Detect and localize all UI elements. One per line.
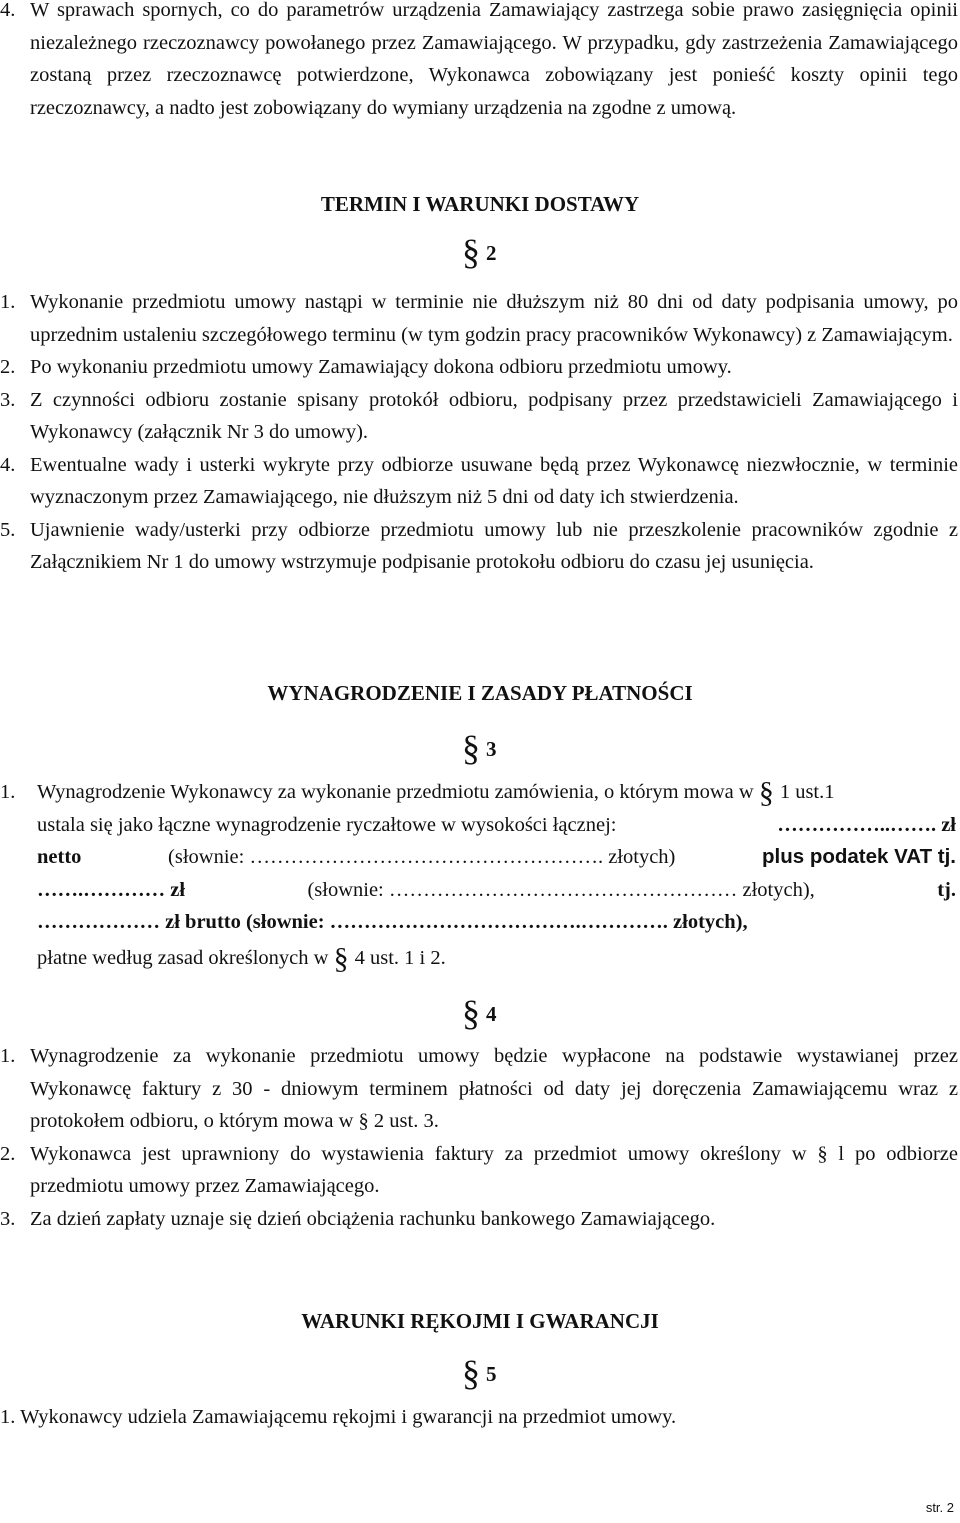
paragraph-number-3: § 3 — [462, 728, 497, 768]
section-invoice-items — [0, 1040, 958, 1235]
section-warranty-items — [0, 1401, 958, 1434]
list-item: 2. Wykonawca jest uprawniony do wystawienia faktury za przedmiot umowy określony w § l po odbiorze przedmiotu umowy przez Zamawiającego. — [0, 1142, 958, 1197]
list-item: 3. Za dzień zapłaty uznaje się dzień obciążenia rachunku bankowego Zamawiającego. — [0, 1207, 716, 1230]
list-item: 1. Wykonawcy udziela Zamawiającemu rękojmi i gwarancji na przedmiot umowy. — [0, 1406, 677, 1428]
section-payment-item: 1. Wynagrodzenie Wykonawcy za wykonanie przedmiotu zamówienia, o którym mowa w § 1 ust.1 ustala się jako łączne wynagrodzenie ryczałtowe w wysokości łącznej: ……………..……. zł netto (słownie: ……………………………………………. złotych) plus podatek VAT tj. …….………… zł (słownie: …………………………………………… złotych), tj. ……………… zł brutto (słownie: ……………………………….…………. złotych), płatne według zasad określonych w § 4 ust. 1 i 2. — [0, 776, 956, 975]
page-number: str. 2 — [925, 1500, 954, 1515]
section-heading-payment: WYNAGRODZENIE I ZASADY PŁATNOŚCI — [267, 681, 693, 705]
list-item: 5. Ujawnienie wady/usterki przy odbiorze przedmiotu umowy lub nie przeszkolenie pracowników zgodnie z Załącznikiem Nr 1 do umowy wstrzymuje podpisanie protokołu odbioru do czasu jej usunięcia. — [0, 518, 958, 573]
paragraph-number-4: § 4 — [462, 993, 497, 1033]
list-item: 3. Z czynności odbioru zostanie spisany protokół odbioru, podpisany przez przedstawicieli Zamawiającego i Wykonawcy (załącznik Nr 3 do umowy). — [0, 388, 958, 443]
section-heading-delivery: TERMIN I WARUNKI DOSTAWY — [320, 192, 640, 216]
section-sign: § — [758, 776, 774, 809]
clause-top — [0, 0, 958, 124]
list-item: 4. Ewentualne wady i usterki wykryte przy odbiorze usuwane będą przez Wykonawcę niezwłocznie, w terminie wyznaczonym przez Zamawiającego, nie dłuższym niż 5 dni od daty ich stwierdzenia. — [0, 453, 958, 508]
section-sign: § — [333, 941, 349, 975]
list-item: 1. Wykonanie przedmiotu umowy nastąpi w terminie nie dłuższym niż 80 dni od daty podpisania umowy, po uprzednim ustaleniu szczegółowego terminu (w tym godzin pracy pracowników Wykonawcy) z Zamawiającym. — [0, 291, 958, 346]
section-heading-warranty: WARUNKI RĘKOJMI I GWARANCJI — [301, 1309, 659, 1333]
paragraph-number-2: § 2 — [462, 232, 497, 272]
section-delivery-items — [0, 286, 958, 579]
list-item: 4. W sprawach spornych, co do parametrów urządzenia Zamawiający zastrzega sobie prawo zasięgnięcia opinii niezależnego rzeczoznawcy powołanego przez Zamawiającego. W przypadku, gdy zastrzeżenia Zamawiającego zostaną przez rzeczoznawcę potwierdzone, Wykonawca zobowiązany jest ponieść koszty opinii tego rzeczoznawcy, a nadto jest zobowiązany do wymiany urządzenia na zgodne z umową. — [0, 0, 958, 119]
paragraph-number-5: § 5 — [462, 1353, 497, 1393]
list-item: 2. Po wykonaniu przedmiotu umowy Zamawiający dokona odbioru przedmiotu umowy. — [0, 356, 732, 378]
list-item: 1. Wynagrodzenie za wykonanie przedmiotu umowy będzie wypłacone na podstawie wystawianej przez Wykonawcę faktury z 30 - dniowym terminem płatności od daty jej doręczenia Zamawiającemu wraz z protokołem odbioru, o którym mowa w § 2 ust. 3. — [0, 1045, 958, 1132]
